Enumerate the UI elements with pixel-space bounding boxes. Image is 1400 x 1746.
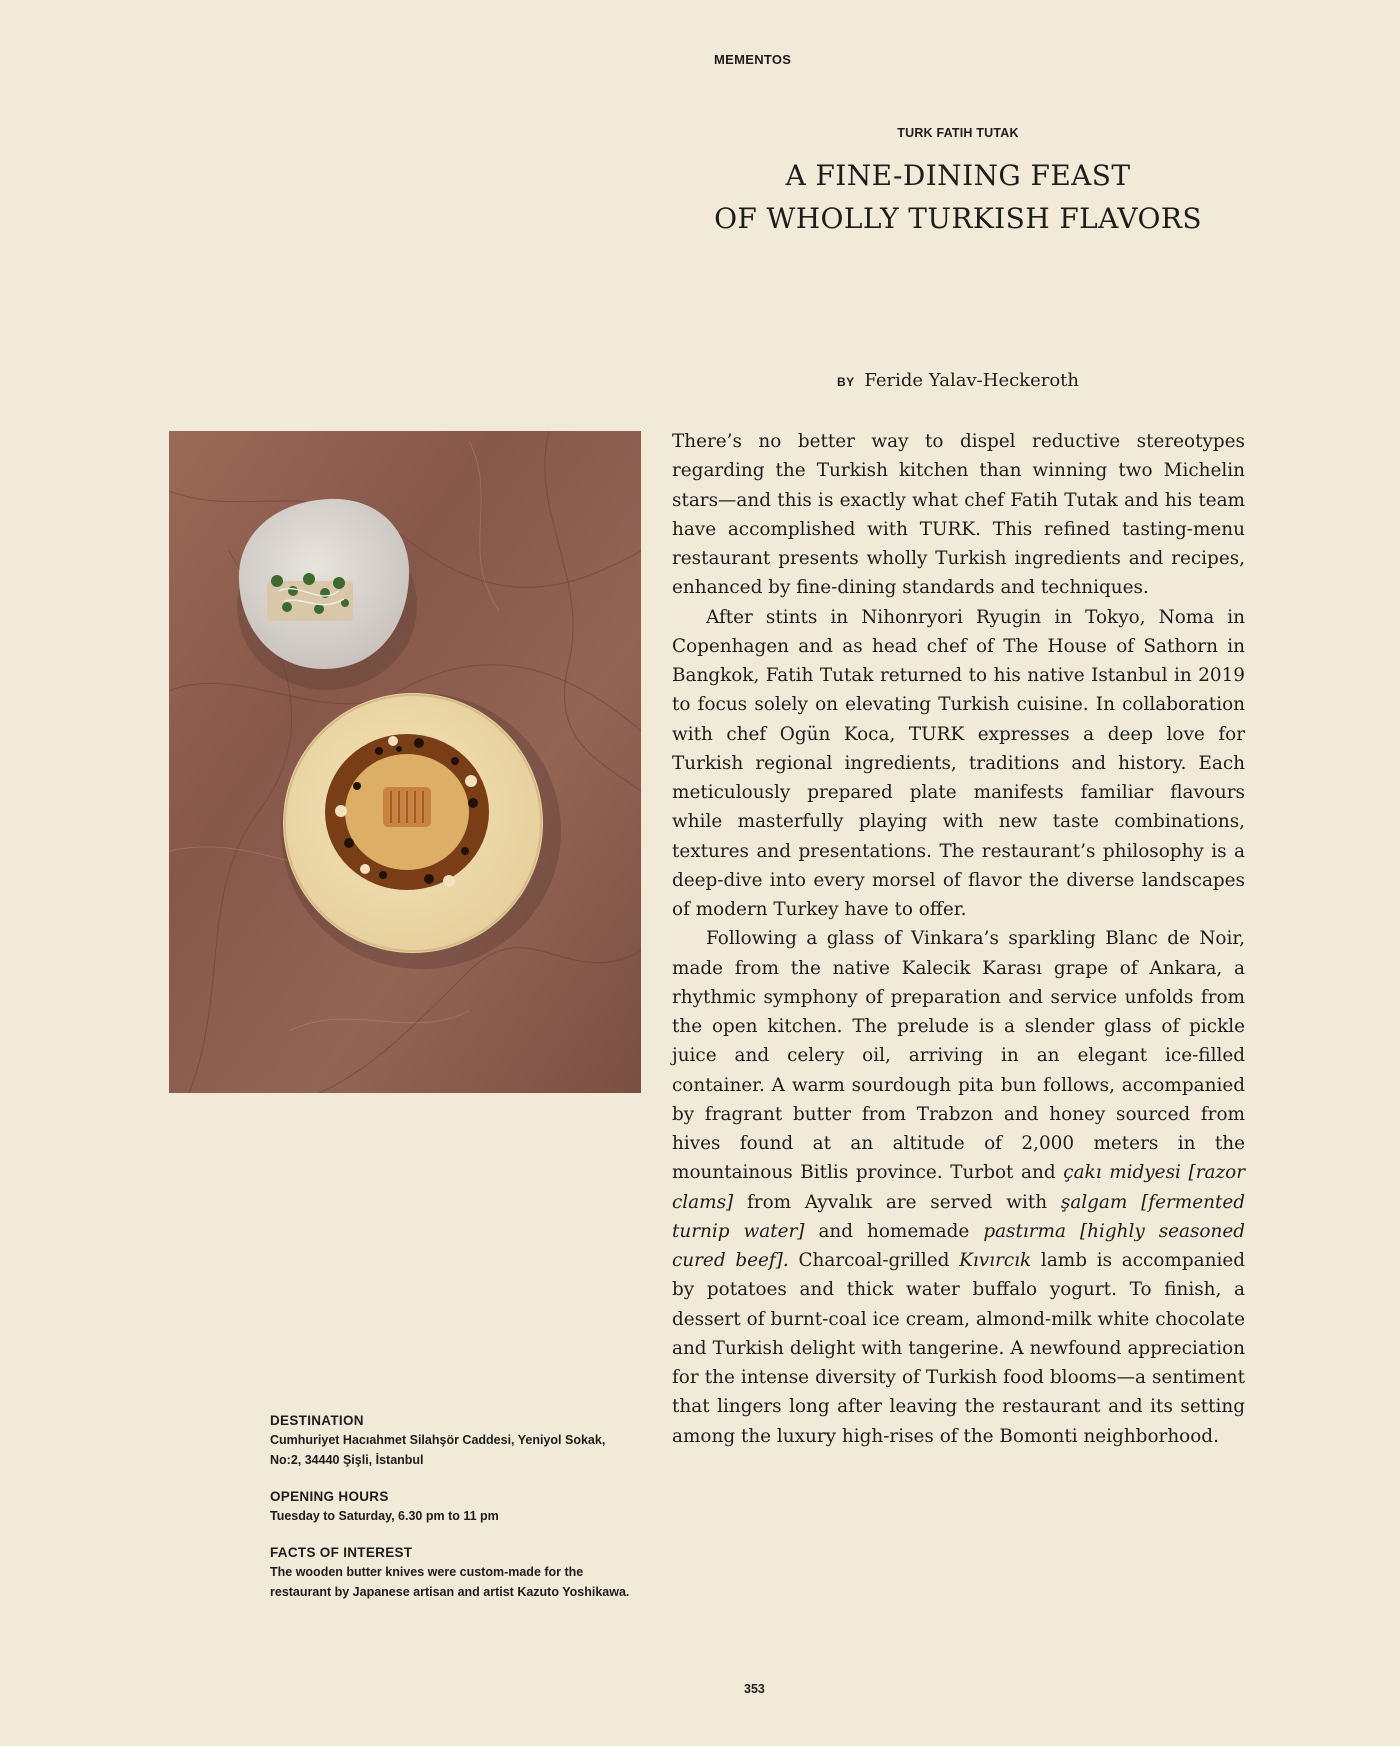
facts-label: FACTS OF INTEREST [270,1545,413,1560]
headline-line-2: OF WHOLLY TURKISH FLAVORS [714,202,1202,235]
headline-line-1: A FINE-DINING FEAST [785,159,1131,192]
destination-label: DESTINATION [270,1413,364,1428]
page-number: 353 [744,1682,765,1696]
author-name: Feride Yalav-Heckeroth [864,370,1080,391]
term-pastirma: pastırma [highly seasoned cured beef]. [672,1220,1246,1271]
paragraph-3 [672,924,1245,1451]
facts-text: The wooden butter knives were custom-made for the restaurant by Japanese artisan and artist Kazuto Yoshikawa. [270,1565,630,1599]
opening-hours-text: Tuesday to Saturday, 6.30 pm to 11 pm [270,1509,499,1523]
article-body [672,427,1245,1451]
term-razor-clams: çakı midyesi [razor clams] [672,1162,1245,1213]
paragraph-3-text: and homemade [804,1220,984,1242]
destination-text: Cumhuriyet Hacıahmet Silahşör Caddesi, Yeniyol Sokak, No:2, 34440 Şişli, İstanbul [270,1433,606,1467]
paragraph-3-text: Following a glass of Vinkara’s sparkling Blanc de Noir, made from the native Kalecik Karası grape of Ankara, a rhythmic symphony of preparation and service unfolds from the open kitchen. The prelude is a slender glass of pickle juice and celery oil, arriving in an elegant ice-filled container. A warm sourdough pita bun follows, accompanied by fragrant butter from Trabzon and honey sourced from hives found at an altitude of 2,000 meters in the mountainous Bitlis province. Turbot and [672,928,1245,1184]
section-label: MEMENTOS [714,52,792,67]
opening-hours-block [270,1488,630,1526]
term-kivircik: Kıvırcık [959,1250,1032,1271]
paragraph-1: There’s no better way to dispel reductive stereotypes regarding the Turkish kitchen than winning two Michelin stars—and this is exactly what chef Fatih Tutak and his team have accomplished with TURK. This refined tasting-menu restaurant presents wholly Turkish ingredients and recipes, enhanced by fine-dining standards and techniques. [672,431,1245,599]
paragraph-3-text: Charcoal-grilled [788,1250,960,1271]
info-box [270,1412,630,1620]
paragraph-3-text: lamb is accompanied by potatoes and thick water buffalo yogurt. To finish, a dessert of burnt-coal ice cream, almond-milk white chocolate and Turkish delight with tangerine. A newfound appreciation for the intense diversity of Turkish food blooms—a sentiment that lingers long after leaving the restaurant and its setting among the luxury high-rises of the Bomonti neighborhood. [672,1250,1245,1447]
facts-block [270,1544,630,1602]
article-headline [640,154,1276,240]
byline-prefix: BY [836,375,855,389]
paragraph-2: After stints in Nihonryori Ryugin in Tokyo, Noma in Copenhagen and as head chef of The House of Sathorn in Bangkok, Fatih Tutak returned to his native Istanbul in 2019 to focus solely on elevating Turkish cuisine. In collaboration with chef Ogün Koca, TURK expresses a deep love for Turkish regional ingredients, traditions and history. Each meticulously prepared plate manifests familiar flavours while masterfully playing with new taste combinations, textures and presentations. The restaurant’s philosophy is a deep-dive into every morsel of flavor the diverse landscapes of modern Turkey have to offer. [672,606,1245,920]
article-kicker: TURK FATIH TUTAK [897,126,1019,140]
opening-hours-label: OPENING HOURS [270,1489,389,1504]
destination-block [270,1412,630,1470]
paragraph-3-text: from Ayvalık are served with [733,1191,1061,1213]
term-salgam: şalgam [fermented turnip water] [672,1191,1245,1242]
byline [672,370,1244,391]
dish-photo [169,431,641,1093]
